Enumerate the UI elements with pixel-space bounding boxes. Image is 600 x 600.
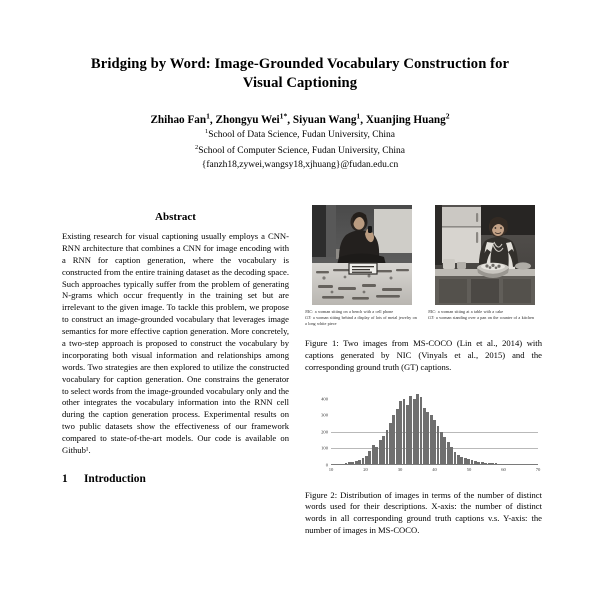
histogram-bar — [440, 432, 443, 465]
histogram-y-tick-label: 400 — [321, 396, 328, 402]
histogram-bar — [416, 394, 419, 465]
figure-1-right-captions — [428, 309, 542, 321]
histogram-bar — [447, 442, 450, 465]
figure-1-caption — [305, 338, 542, 373]
histogram-x-tick-label: 40 — [432, 466, 437, 472]
paper-title-line-2: Visual Captioning — [242, 75, 358, 92]
histogram-bar — [379, 440, 382, 465]
histogram-bar — [403, 399, 406, 464]
histogram-bars — [331, 391, 538, 465]
section-title: Introduction — [84, 472, 146, 485]
caption-label-gt: GT: — [305, 315, 312, 321]
histogram-x-tick-label: 30 — [397, 466, 403, 472]
affiliation-mark: 1 — [205, 127, 209, 135]
section-number: 1 — [62, 472, 68, 485]
histogram-bar — [433, 420, 436, 464]
affiliation-text: School of Computer Science, Fudan University, China — [198, 145, 405, 156]
affiliation-mark: 2 — [194, 143, 199, 151]
histogram-x-tick-label: 20 — [363, 466, 368, 472]
author-name: Xuanjing Huang — [365, 113, 446, 126]
figure-2-caption — [305, 490, 542, 537]
histogram-bar — [426, 412, 429, 465]
author-affil-mark: 1 — [206, 110, 210, 120]
figure-1-caption-text: Two images from MS-COCO (Lin et al., 2014) with captions generated by NIC (Vinyals et al., 2015) and the corresponding ground truth (GT) captions. — [305, 338, 542, 372]
left-column — [62, 205, 289, 485]
figure-2 — [305, 387, 542, 537]
histogram-bar — [413, 399, 416, 465]
caption-text-nic: a woman sitting at a table with a cake — [437, 309, 504, 314]
histogram-bar — [392, 415, 395, 464]
abstract-heading: Abstract — [155, 211, 196, 223]
caption-label-nic: NIC: — [428, 309, 437, 314]
histogram-bar — [399, 401, 402, 464]
caption-text-gt: a woman sitting behind a display of lots of metal jewelry on a long white piece — [305, 315, 417, 327]
caption-text-nic: a woman sitting on a bench with a cell phone — [314, 309, 394, 314]
figure-1-item-left — [305, 205, 419, 327]
woman-standing-at-table-with-cake-photo — [435, 205, 535, 305]
histogram-bar — [423, 408, 426, 464]
caption-label-nic: NIC: — [305, 309, 314, 314]
histogram-bar — [450, 447, 453, 465]
histogram-bar — [375, 447, 378, 465]
histogram-x-tick-label: 50 — [466, 466, 472, 472]
histogram-bar — [437, 426, 440, 465]
affiliation-1 — [77, 129, 523, 142]
paper-title-line-1: Bridging by Word: Image-Grounded Vocabulary Construction for — [90, 56, 510, 72]
author-affil-mark: 1* — [279, 110, 288, 120]
histogram-y-tick-label: 0 — [325, 462, 328, 468]
histogram-x-tick-label: 70 — [535, 466, 541, 472]
woman-sitting-with-cell-phone-photo — [312, 205, 412, 305]
histogram-bar — [372, 445, 375, 465]
author-list: Zhihao Fan$^1$, Zhongyu Wei$^{1*}$, Siyuan Wang$^1$, Xuanjing Huang$^2$ — [150, 110, 450, 126]
histogram-x-tick-labels — [328, 465, 541, 477]
histogram-bar — [382, 436, 385, 464]
abstract-body: Existing research for visual captioning usually employs a CNN-RNN architecture that combines a CNN for image encoding with a RNN for caption generation, where the vocabulary is constructed from the entire training dataset as the decoding space. Such approaches typically suffer from the problem of generating N-grams which occur frequently in the training set but are irrelevant to the given image. To tackle this problem, we propose to construct an image-grounded vocabulary that leverages image semantics for more effective caption generation. More concretely, a two-step approach is proposed to construct the vocabulary by incorporating both visual information and relationships among words. Two strategies are then explored to utilize the constructed vocabulary for caption generation. One constrains the generator to select words from the image-grounded vocabulary only and the other integrates the vocabulary information into the RNN cell during the caption generation process. Experimental results on two public datasets show the effectiveness of our framework compared to state-of-the-art models. Our code is available on Github¹. — [62, 231, 289, 456]
figure-1-caption-label: Figure 1: — [305, 338, 339, 349]
author-name: Zhongyu Wei — [215, 113, 280, 126]
figure-1-left-captions — [305, 309, 419, 327]
histogram-plot-area — [321, 391, 541, 472]
affiliation-text: School of Data Science, Fudan University, China — [208, 130, 395, 141]
histogram-bar — [396, 409, 399, 465]
caption-gt-right — [428, 315, 542, 321]
caption-label-gt: GT: — [428, 315, 435, 321]
histogram-bar — [386, 430, 389, 465]
author-name: Zhihao Fan — [150, 113, 207, 126]
histogram-bar — [430, 415, 433, 464]
figure-2-caption-label: Figure 2: — [305, 489, 338, 500]
affiliation-2 — [77, 145, 523, 158]
distinct-words-histogram — [305, 387, 542, 479]
histogram-y-tick-label: 300 — [321, 412, 328, 418]
figure-1-item-right — [428, 205, 542, 327]
histogram-bar — [409, 396, 412, 464]
histogram-bar — [420, 397, 423, 464]
histogram-bar — [443, 437, 446, 465]
histogram-x-tick-label: 10 — [328, 466, 334, 472]
contact-email: {fanzh18,zywei,wangsy18,xjhuang}@fudan.edu.cn — [201, 160, 399, 171]
histogram-bar — [389, 423, 392, 464]
caption-text-gt: a woman standing over a pan on the counter of a kitchen — [435, 315, 534, 321]
histogram-y-tick-label: 200 — [321, 429, 328, 435]
author-affil-mark: 2 — [445, 110, 450, 120]
figure-1-image-row — [305, 205, 542, 327]
histogram-x-tick-label: 60 — [501, 466, 506, 472]
right-column — [305, 205, 542, 537]
author-affil-mark: 1 — [356, 110, 361, 120]
figure-1 — [305, 205, 542, 374]
histogram-bar — [406, 405, 409, 465]
page-title — [77, 55, 523, 94]
figure-2-caption-text: Distribution of images in terms of the number of distinct words used for their descriptions. X-axis: the number of distinct words in all corresponding ground truth captions v.s. Y-axis: the number of images in MS-COCO. — [305, 489, 542, 535]
author-name: Siyuan Wang — [292, 113, 357, 126]
body-columns — [0, 205, 600, 600]
caption-gt-left — [305, 315, 419, 327]
title-block — [77, 0, 523, 173]
histogram-y-tick-label: 100 — [321, 445, 328, 451]
section-heading-introduction — [62, 473, 289, 485]
